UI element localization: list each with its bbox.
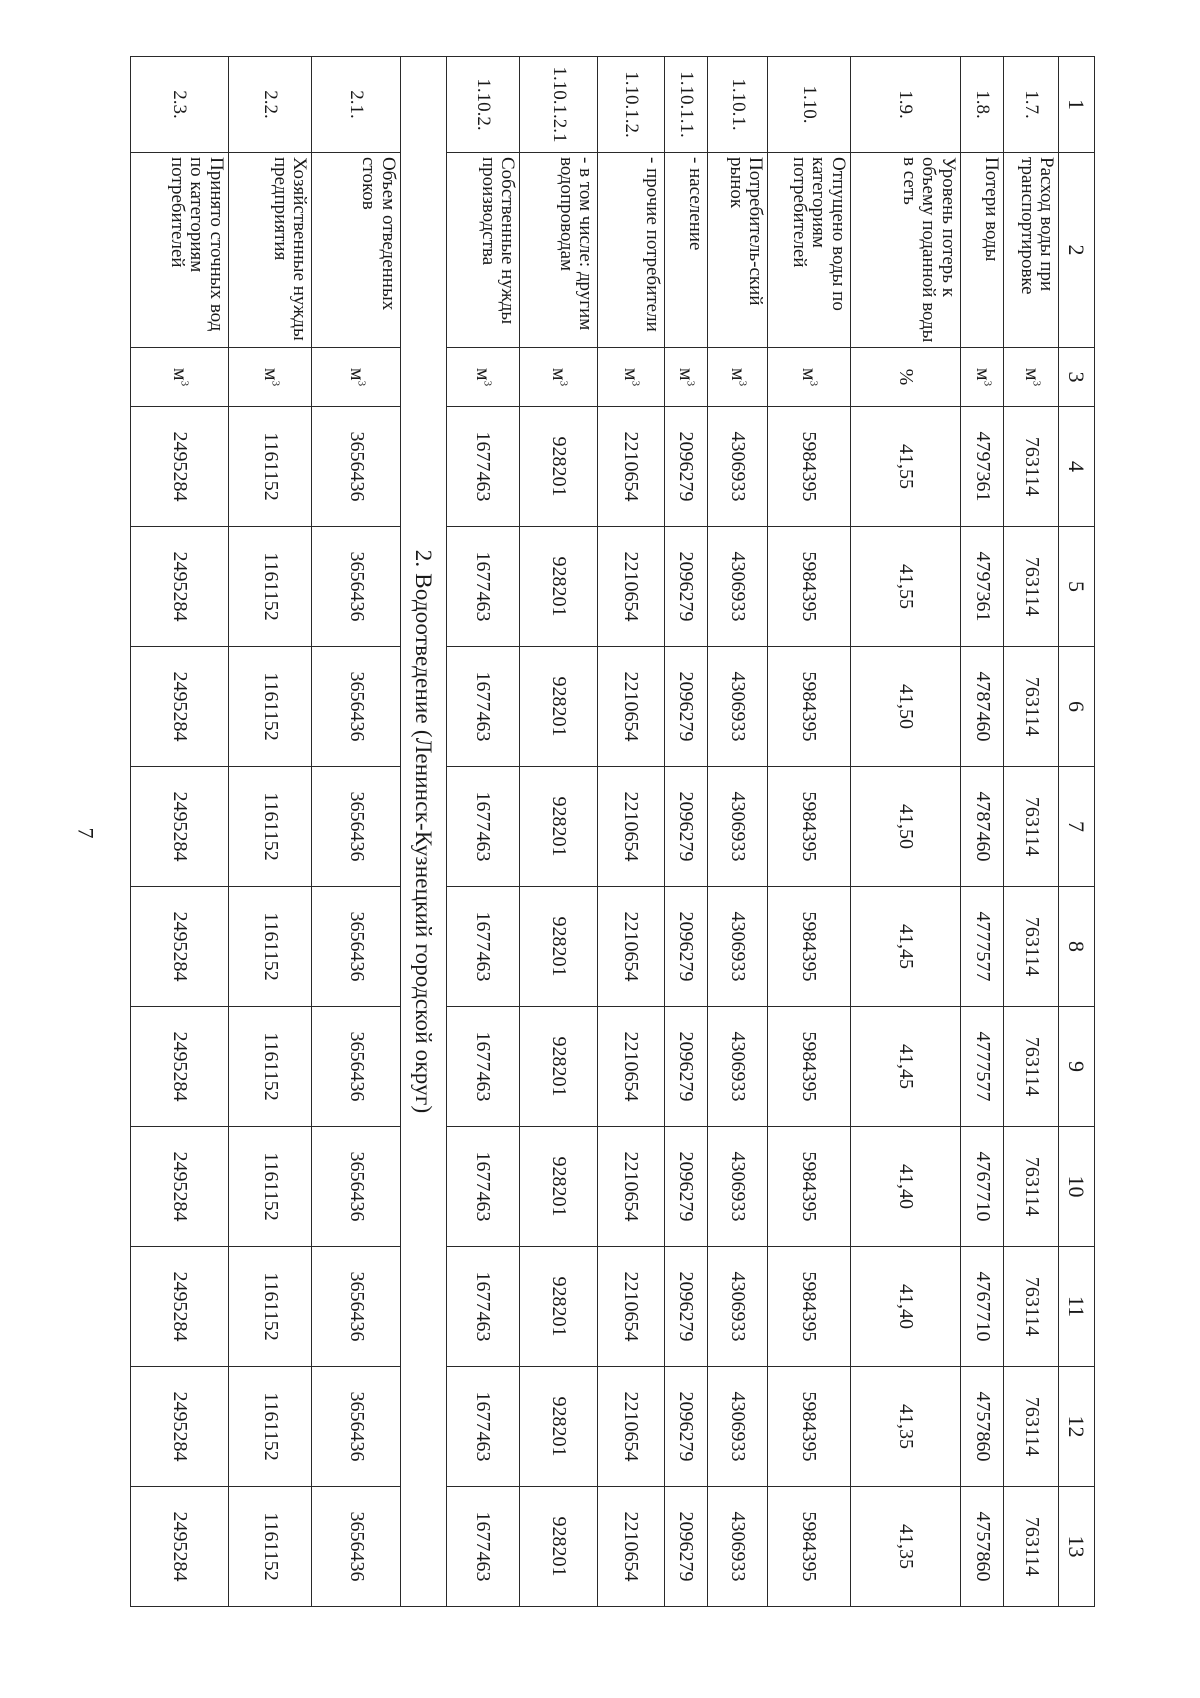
unit-cell: $м^3$	[312, 348, 400, 407]
table-row	[598, 57, 665, 1607]
section-row	[400, 57, 446, 1607]
value-cell: 928201	[520, 1127, 598, 1247]
row-code: 1.8.	[960, 57, 1004, 153]
value-cell: 2210654	[598, 1247, 665, 1367]
value-cell: 2096279	[664, 1367, 708, 1487]
column-number-header: 12	[1059, 1367, 1095, 1487]
unit-cell: $м^3$	[960, 348, 1004, 407]
value-cell: 2096279	[664, 527, 708, 647]
value-cell: 2210654	[598, 527, 665, 647]
row-code: 1.10.1.2.1	[520, 57, 598, 153]
row-code: 2.2.	[228, 57, 312, 153]
table-row	[520, 57, 598, 1607]
row-code: 1.7.	[1004, 57, 1059, 153]
value-cell: 5984395	[767, 1127, 850, 1247]
row-code: 2.3.	[131, 57, 229, 153]
value-cell: 763114	[1004, 887, 1059, 1007]
value-cell: 4306933	[708, 1367, 768, 1487]
value-cell: 4757860	[960, 1367, 1004, 1487]
value-cell: 41,50	[850, 767, 960, 887]
row-name: - население	[664, 153, 708, 348]
value-cell: 41,35	[850, 1487, 960, 1607]
value-cell: 41,40	[850, 1127, 960, 1247]
value-cell: 2096279	[664, 887, 708, 1007]
column-number-header: 6	[1059, 647, 1095, 767]
row-name: Принято сточных вод по категориям потребителей	[131, 153, 229, 348]
value-cell: 5984395	[767, 407, 850, 527]
column-number-header: 2	[1059, 153, 1095, 348]
value-cell: 2096279	[664, 1127, 708, 1247]
column-number-header: 3	[1059, 348, 1095, 407]
value-cell: 5984395	[767, 1247, 850, 1367]
unit-cell: $м^3$	[598, 348, 665, 407]
column-number-header: 13	[1059, 1487, 1095, 1607]
value-cell: 1161152	[228, 887, 312, 1007]
value-cell: 4306933	[708, 887, 768, 1007]
value-cell: 763114	[1004, 1487, 1059, 1607]
value-cell: 4306933	[708, 527, 768, 647]
value-cell: 4306933	[708, 407, 768, 527]
unit-cell: $м^3$	[228, 348, 312, 407]
table-row	[446, 57, 519, 1607]
value-cell: 4306933	[708, 1247, 768, 1367]
value-cell: 2096279	[664, 407, 708, 527]
value-cell: 1161152	[228, 1007, 312, 1127]
value-cell: 3656436	[312, 1367, 400, 1487]
value-cell: 928201	[520, 1367, 598, 1487]
column-number-header: 7	[1059, 767, 1095, 887]
value-cell: 2495284	[131, 1127, 229, 1247]
value-cell: 763114	[1004, 767, 1059, 887]
column-number-header: 4	[1059, 407, 1095, 527]
row-code: 1.10.	[767, 57, 850, 153]
column-number-header: 10	[1059, 1127, 1095, 1247]
column-number-header: 11	[1059, 1247, 1095, 1367]
value-cell: 763114	[1004, 407, 1059, 527]
column-number-header: 5	[1059, 527, 1095, 647]
unit-cell: $м^3$	[131, 348, 229, 407]
value-cell: 2210654	[598, 1127, 665, 1247]
row-code: 2.1.	[312, 57, 400, 153]
value-cell: 41,55	[850, 527, 960, 647]
value-cell: 763114	[1004, 1367, 1059, 1487]
data-table	[130, 56, 1095, 1607]
value-cell: 3656436	[312, 1007, 400, 1127]
value-cell: 4777577	[960, 1007, 1004, 1127]
value-cell: 1161152	[228, 1127, 312, 1247]
row-code: 1.10.1.1.	[664, 57, 708, 153]
value-cell: 763114	[1004, 1247, 1059, 1367]
value-cell: 1677463	[446, 1487, 519, 1607]
value-cell: 1677463	[446, 1007, 519, 1127]
value-cell: 763114	[1004, 527, 1059, 647]
table-header-row	[1059, 57, 1095, 1607]
row-name: Собственные нужды производства	[446, 153, 519, 348]
value-cell: 1161152	[228, 647, 312, 767]
value-cell: 763114	[1004, 1127, 1059, 1247]
value-cell: 41,45	[850, 887, 960, 1007]
value-cell: 2210654	[598, 1007, 665, 1127]
unit-cell: $м^3$	[446, 348, 519, 407]
value-cell: 4787460	[960, 767, 1004, 887]
table-row	[708, 57, 768, 1607]
value-cell: 5984395	[767, 887, 850, 1007]
table-rotator	[130, 56, 1095, 1606]
row-name: - прочие потребители	[598, 153, 665, 348]
value-cell: 763114	[1004, 1007, 1059, 1127]
unit-cell: $м^3$	[664, 348, 708, 407]
value-cell: 5984395	[767, 1487, 850, 1607]
value-cell: 3656436	[312, 1487, 400, 1607]
value-cell: 4306933	[708, 1127, 768, 1247]
value-cell: 41,35	[850, 1367, 960, 1487]
value-cell: 3656436	[312, 1127, 400, 1247]
value-cell: 1677463	[446, 527, 519, 647]
value-cell: 2495284	[131, 407, 229, 527]
row-code: 1.10.1.2.	[598, 57, 665, 153]
row-name: Потребитель-ский рынок	[708, 153, 768, 348]
value-cell: 2096279	[664, 1487, 708, 1607]
value-cell: 3656436	[312, 527, 400, 647]
value-cell: 4797361	[960, 527, 1004, 647]
row-name: - в том числе: другим водопроводам	[520, 153, 598, 348]
value-cell: 2495284	[131, 767, 229, 887]
table-row	[1004, 57, 1059, 1607]
value-cell: 2210654	[598, 407, 665, 527]
value-cell: 5984395	[767, 1007, 850, 1127]
value-cell: 1677463	[446, 1367, 519, 1487]
value-cell: 928201	[520, 407, 598, 527]
value-cell: 1677463	[446, 647, 519, 767]
value-cell: 41,55	[850, 407, 960, 527]
section-title: 2. Водоотведение (Ленинск-Кузнецкий городской округ)	[400, 57, 446, 1607]
value-cell: 2096279	[664, 767, 708, 887]
unit-cell: $м^3$	[767, 348, 850, 407]
value-cell: 4767710	[960, 1127, 1004, 1247]
value-cell: 928201	[520, 527, 598, 647]
value-cell: 763114	[1004, 647, 1059, 767]
page-number: 7	[73, 827, 99, 839]
value-cell: 2210654	[598, 1367, 665, 1487]
row-name: Хозяйственные нужды предприятия	[228, 153, 312, 348]
value-cell: 1677463	[446, 1247, 519, 1367]
unit-cell: %	[850, 348, 960, 407]
value-cell: 5984395	[767, 647, 850, 767]
value-cell: 4757860	[960, 1487, 1004, 1607]
table-row	[850, 57, 960, 1607]
value-cell: 2210654	[598, 767, 665, 887]
value-cell: 2495284	[131, 1487, 229, 1607]
table-row	[664, 57, 708, 1607]
value-cell: 3656436	[312, 767, 400, 887]
value-cell: 1161152	[228, 407, 312, 527]
value-cell: 928201	[520, 647, 598, 767]
table-row	[960, 57, 1004, 1607]
table-row	[312, 57, 400, 1607]
value-cell: 5984395	[767, 527, 850, 647]
value-cell: 4306933	[708, 1007, 768, 1127]
value-cell: 1161152	[228, 767, 312, 887]
row-name: Потери воды	[960, 153, 1004, 348]
row-name: Объем отведенных стоков	[312, 153, 400, 348]
value-cell: 1677463	[446, 407, 519, 527]
value-cell: 2210654	[598, 887, 665, 1007]
value-cell: 5984395	[767, 1367, 850, 1487]
row-code: 1.10.1.	[708, 57, 768, 153]
value-cell: 3656436	[312, 887, 400, 1007]
value-cell: 1677463	[446, 1127, 519, 1247]
value-cell: 41,50	[850, 647, 960, 767]
value-cell: 928201	[520, 1007, 598, 1127]
value-cell: 1677463	[446, 767, 519, 887]
value-cell: 4797361	[960, 407, 1004, 527]
value-cell: 1677463	[446, 887, 519, 1007]
value-cell: 2210654	[598, 647, 665, 767]
value-cell: 4777577	[960, 887, 1004, 1007]
value-cell: 2495284	[131, 647, 229, 767]
value-cell: 928201	[520, 887, 598, 1007]
value-cell: 1161152	[228, 1487, 312, 1607]
value-cell: 4767710	[960, 1247, 1004, 1367]
value-cell: 2495284	[131, 1247, 229, 1367]
value-cell: 4787460	[960, 647, 1004, 767]
row-name: Уровень потерь к объему поданной воды в сеть	[850, 153, 960, 348]
value-cell: 928201	[520, 1487, 598, 1607]
value-cell: 41,45	[850, 1007, 960, 1127]
value-cell: 2495284	[131, 1367, 229, 1487]
value-cell: 4306933	[708, 1487, 768, 1607]
value-cell: 3656436	[312, 1247, 400, 1367]
value-cell: 928201	[520, 1247, 598, 1367]
column-number-header: 8	[1059, 887, 1095, 1007]
value-cell: 928201	[520, 767, 598, 887]
value-cell: 3656436	[312, 647, 400, 767]
value-cell: 1161152	[228, 1367, 312, 1487]
value-cell: 2096279	[664, 1247, 708, 1367]
value-cell: 1161152	[228, 527, 312, 647]
value-cell: 4306933	[708, 647, 768, 767]
value-cell: 2495284	[131, 887, 229, 1007]
value-cell: 2210654	[598, 1487, 665, 1607]
row-code: 1.10.2.	[446, 57, 519, 153]
row-code: 1.9.	[850, 57, 960, 153]
value-cell: 2096279	[664, 1007, 708, 1127]
unit-cell: $м^3$	[1004, 348, 1059, 407]
column-number-header: 9	[1059, 1007, 1095, 1127]
row-name: Расход воды при транспортировке	[1004, 153, 1059, 348]
row-name: Отпущено воды по категориям потребителей	[767, 153, 850, 348]
value-cell: 2096279	[664, 647, 708, 767]
table-row	[228, 57, 312, 1607]
unit-cell: $м^3$	[520, 348, 598, 407]
value-cell: 3656436	[312, 407, 400, 527]
value-cell: 41,40	[850, 1247, 960, 1367]
table-row	[767, 57, 850, 1607]
value-cell: 5984395	[767, 767, 850, 887]
value-cell: 1161152	[228, 1247, 312, 1367]
column-number-header: 1	[1059, 57, 1095, 153]
value-cell: 4306933	[708, 767, 768, 887]
value-cell: 2495284	[131, 1007, 229, 1127]
unit-cell: $м^3$	[708, 348, 768, 407]
value-cell: 2495284	[131, 527, 229, 647]
table-row	[131, 57, 229, 1607]
